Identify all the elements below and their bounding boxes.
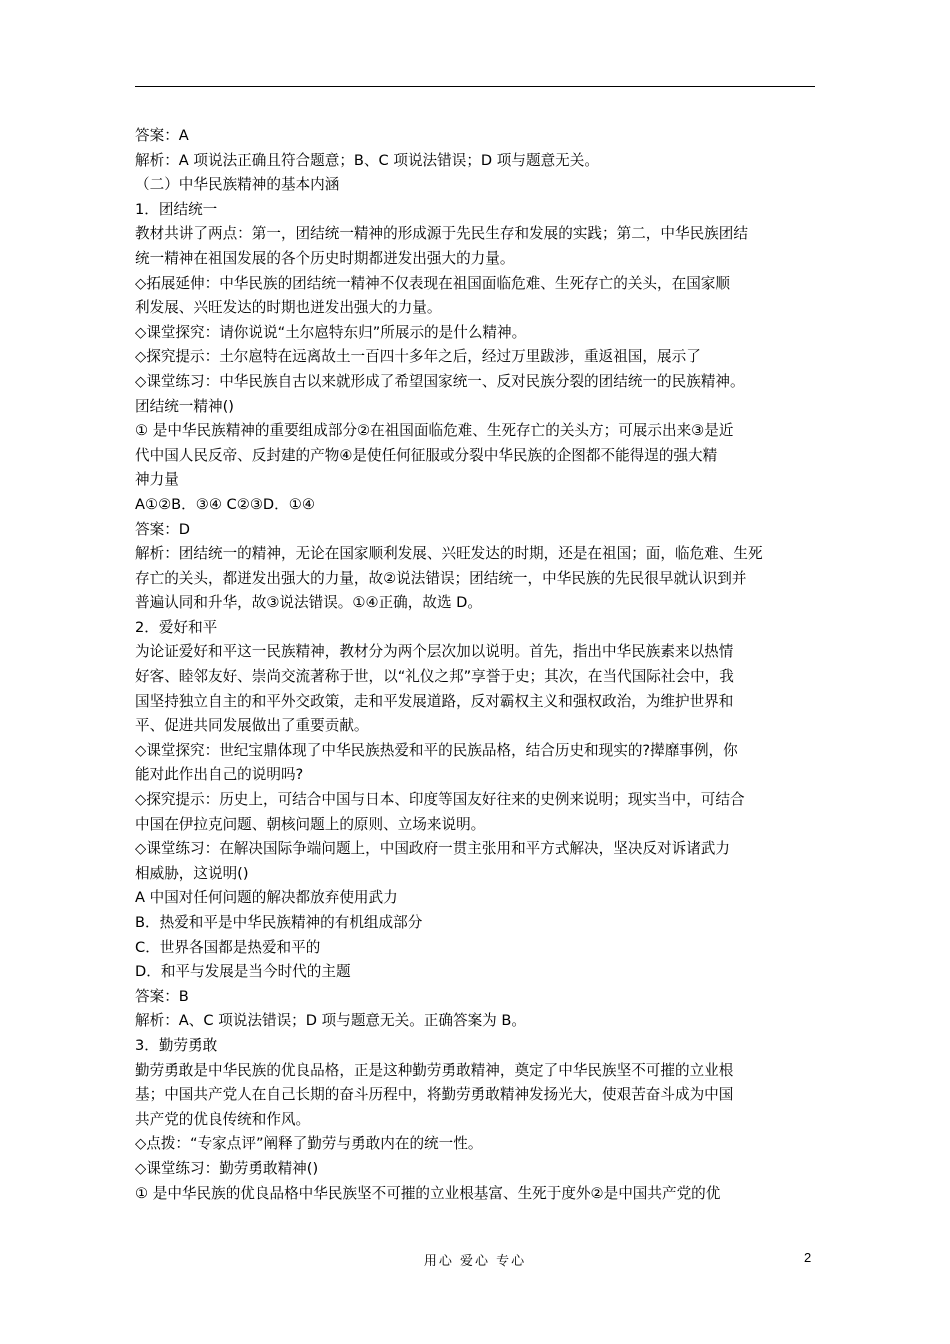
text-line: ① 是中华民族精神的重要组成部分②在祖国面临危难、生死存亡的关头方；可展示出来③是近 — [135, 422, 734, 440]
answer-options: A①②B．③④ C②③D．①④ — [135, 495, 315, 513]
subsection-heading: 3．勤劳勇敢 — [135, 1036, 218, 1054]
text-line: ◇点拨：“专家点评”阐释了勤劳与勇敢内在的统一性。 — [135, 1135, 483, 1153]
footer-motto: 用心 爱心 专心 — [423, 1254, 527, 1269]
text-line: 勤劳勇敢是中华民族的优良品格，正是这种勤劳勇敢精神，奠定了中华民族坚不可摧的立业根 — [135, 1061, 734, 1079]
answer-option: D．和平与发展是当今时代的主题 — [135, 963, 351, 981]
text-line: 中国在伊拉克问题、朝核问题上的原则、立场来说明。 — [135, 815, 486, 833]
text-line: 利发展、兴旺发达的时期也迸发出强大的力量。 — [135, 299, 442, 317]
text-line: 答案：A — [135, 127, 189, 144]
text-line: 为论证爱好和平这一民族精神，教材分为两个层次加以说明。首先，指出中华民族素来以热情 — [135, 643, 734, 661]
text-line: 普遍认同和升华，故③说法错误。①④正确，故选 D。 — [135, 594, 483, 612]
text-line: ◇课堂探究：世纪宝鼎体现了中华民族热爱和平的民族品格，结合历史和现实的?撵靡事例，你 — [135, 741, 738, 759]
text-line: 平、促进共同发展做出了重要贡献。 — [135, 717, 369, 735]
text-line: ① 是中华民族的优良品格中华民族坚不可摧的立业根基富、生死于度外②是中国共产党的优 — [135, 1184, 721, 1202]
subsection-heading: 1．团结统一 — [135, 200, 218, 218]
section-heading: （二）中华民族精神的基本内涵 — [135, 176, 340, 194]
text-line: 国坚持独立自主的和平外交政策，走和平发展道路，反对霸权主义和强权政治，为维护世界和 — [135, 692, 734, 710]
answer-option: A 中国对任何问题的解决都放弃使用武力 — [135, 889, 398, 907]
text-line: ◇探究提示：土尔扈特在远离故土一百四十多年之后，经过万里跋涉，重返祖国，展示了 — [135, 348, 701, 366]
text-line: 解析：A 项说法正确且符合题意；B、C 项说法错误；D 项与题意无关。 — [135, 151, 599, 169]
text-line: ◇课堂练习：中华民族自古以来就形成了希望国家统一、反对民族分裂的团结统一的民族精神。 — [135, 372, 745, 390]
text-line: ◇课堂练习：勤劳勇敢精神() — [135, 1159, 319, 1177]
text-line: ◇探究提示：历史上，可结合中国与日本、印度等国友好往来的史例来说明；现实当中，可结合 — [135, 791, 745, 809]
text-line: 统一精神在祖国发展的各个历史时期都迸发出强大的力量。 — [135, 249, 515, 267]
text-line: ◇拓展延伸：中华民族的团结统一精神不仅表现在祖国面临危难、生死存亡的关头，在国家顺 — [135, 274, 730, 292]
text-line: ◇课堂练习：在解决国际争端问题上，中国政府一贯主张用和平方式解决，坚决反对诉诸武力 — [135, 840, 730, 858]
text-line: 解析：团结统一的精神，无论在国家顺利发展、兴旺发达的时期，还是在祖国；面，临危难、生死 — [135, 545, 763, 563]
subsection-heading: 2．爱好和平 — [135, 618, 218, 636]
text-line: 代中国人民反帝、反封建的产物④是使任何征服或分裂中华民族的企图都不能得逞的强大精 — [135, 446, 718, 464]
header-rule — [135, 86, 815, 87]
text-line: 好客、睦邻友好、崇尚交流著称于世，以“礼仪之邦”享誉于史；其次，在当代国际社会中，我 — [135, 668, 734, 686]
text-line: 能对此作出自己的说明吗? — [135, 766, 304, 784]
answer-line: 答案：D — [135, 520, 191, 538]
text-line: 团结统一精神() — [135, 397, 234, 415]
text-line: ◇课堂探究：请你说说“土尔扈特东归”所展示的是什么精神。 — [135, 323, 527, 341]
answer-line: 答案：B — [135, 987, 189, 1005]
text-line: 基；中国共产党人在自己长期的奋斗历程中，将勤劳勇敢精神发扬光大，使艰苦奋斗成为中国 — [135, 1086, 734, 1104]
text-line: 解析：A、C 项说法错误；D 项与题意无关。正确答案为 B。 — [135, 1012, 526, 1030]
text-line: 神力量 — [135, 471, 179, 489]
answer-option: C．世界各国都是热爱和平的 — [135, 938, 321, 956]
text-line: 共产党的优良传统和作风。 — [135, 1110, 311, 1128]
text-line: 存亡的关头，都迸发出强大的力量，故②说法错误；团结统一，中华民族的先民很早就认识到并 — [135, 569, 747, 587]
text-line: 相威胁，这说明() — [135, 864, 249, 882]
text-line: 教材共讲了两点：第一，团结统一精神的形成源于先民生存和发展的实践；第二，中华民族团结 — [135, 225, 748, 243]
answer-option: B．热爱和平是中华民族精神的有机组成部分 — [135, 914, 423, 931]
page-number: 2 — [804, 1250, 812, 1265]
document-body — [135, 124, 820, 1206]
